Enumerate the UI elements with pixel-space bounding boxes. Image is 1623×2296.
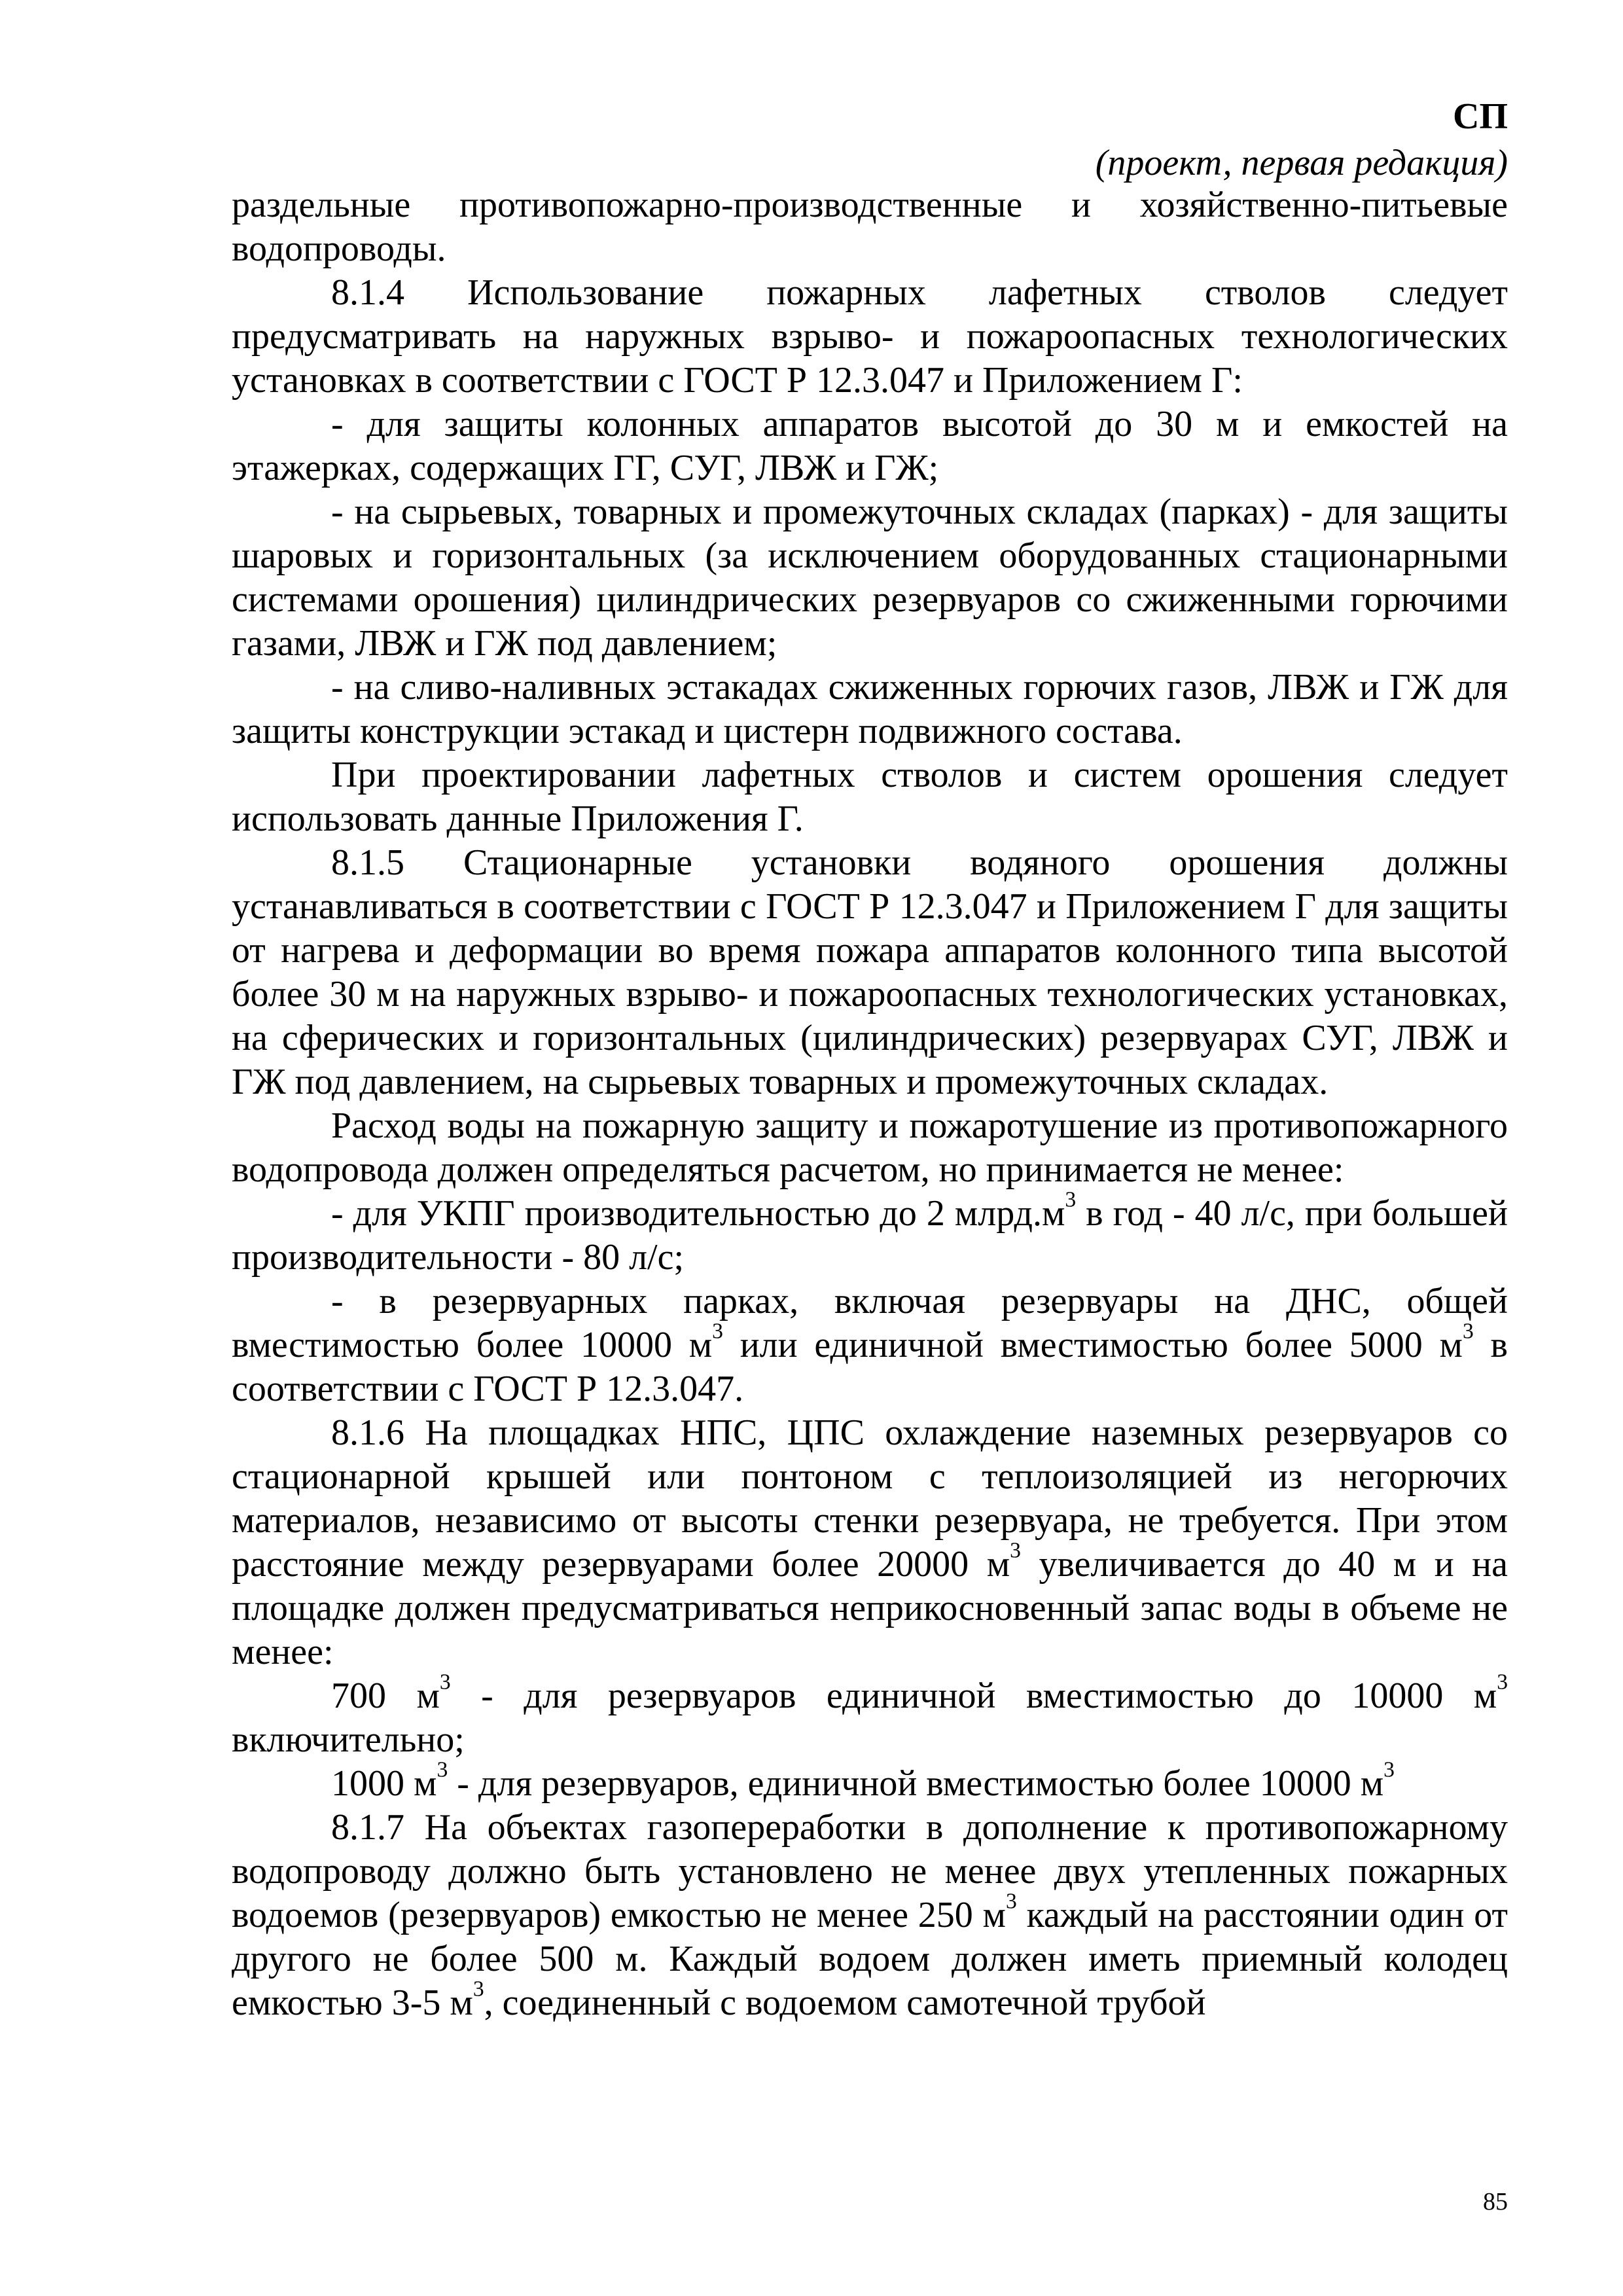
list-item bbox=[232, 1280, 1508, 1411]
text-segment: 8.1.7 На объектах газопереработки в дополнение к противопожарному водопроводу должно быть установлено не менее двух утепленных пожарных водоемов (резервуаров) емкостью не менее 250 м bbox=[232, 1807, 1508, 1935]
text-segment: или единичной вместимостью более 5000 м bbox=[722, 1325, 1463, 1365]
list-item: - на сырьевых, товарных и промежуточных складах (парках) - для защиты шаровых и горизонтальных (за исключением оборудованных стационарными системами орошения) цилиндрических резервуаров со сжиженными горючими газами, ЛВЖ и ГЖ под давлением; bbox=[232, 492, 1508, 664]
text-segment: каждый на расстоянии один от другого не более 500 м. Каждый водоем должен иметь приемный колодец емкостью 3-5 м bbox=[232, 1895, 1508, 2023]
superscript: 3 bbox=[1005, 1889, 1017, 1914]
text-segment: 700 м bbox=[331, 1676, 440, 1716]
superscript: 3 bbox=[473, 1977, 484, 2001]
superscript: 3 bbox=[439, 1670, 451, 1695]
superscript: 3 bbox=[712, 1319, 723, 1344]
page-header bbox=[1096, 92, 1508, 185]
superscript: 3 bbox=[1497, 1670, 1508, 1695]
list-item bbox=[232, 1670, 1508, 1762]
list-item bbox=[232, 1757, 1508, 1806]
paragraph: Расход воды на пожарную защиту и пожаротушение из противопожарного водопровода должен определяться расчетом, но принимается не менее: bbox=[232, 1105, 1508, 1190]
text-segment: в год - 40 л/с, при большей производительности - 80 л/с; bbox=[232, 1193, 1508, 1278]
text-segment: - для резервуаров, единичной вместимостью более 10000 м bbox=[448, 1763, 1384, 1804]
document-code: СП bbox=[1453, 96, 1508, 137]
text-segment: - в резервуарных парках, включая резервуары на ДНС, общей вместимостью более 10000 м bbox=[232, 1281, 1508, 1365]
page-number: 85 bbox=[1483, 2188, 1508, 2215]
document-body bbox=[232, 183, 1508, 2025]
text-segment: 8.1.6 На площадках НПС, ЦПС охлаждение наземных резервуаров со стационарной крышей или понтоном с теплоизоляцией из негорючих материалов, независимо от высоты стенки резервуара, не требуется. При этом расстояние между резервуарами более 20000 м bbox=[232, 1412, 1508, 1585]
text-segment: , соединенный с водоемом самотечной трубой bbox=[484, 1982, 1206, 2023]
text-segment: 1000 м bbox=[331, 1763, 437, 1804]
text-segment: в соответствии с ГОСТ Р 12.3.047. bbox=[232, 1325, 1508, 1409]
superscript: 3 bbox=[1010, 1538, 1021, 1563]
paragraph-8-1-5: 8.1.5 Стационарные установки водяного орошения должны устанавливаться в соответствии с ГОСТ Р 12.3.047 и Приложением Г для защиты от нагрева и деформации во время пожара аппаратов колонного типа высотой более 30 м на наружных взрыво- и пожароопасных технологических установках, на сферических и горизонтальных (цилиндрических) резервуарах СУГ, ЛВЖ и ГЖ под давлением, на сырьевых товарных и промежуточных складах. bbox=[232, 842, 1508, 1102]
text-segment: - для УКПГ производительностью до 2 млрд.м bbox=[331, 1193, 1065, 1234]
paragraph: При проектировании лафетных стволов и систем орошения следует использовать данные Приложения Г. bbox=[232, 755, 1508, 839]
text-segment: увеличивается до 40 м и на площадке должен предусматриваться неприкосновенный запас воды в объеме не менее: bbox=[232, 1544, 1508, 1672]
list-item: - для защиты колонных аппаратов высотой до 30 м и емкостей на этажерках, содержащих ГГ, СУГ, ЛВЖ и ГЖ; bbox=[232, 404, 1508, 488]
paragraph-8-1-7 bbox=[232, 1806, 1508, 2025]
superscript: 3 bbox=[1383, 1757, 1395, 1782]
paragraph: раздельные противопожарно-производственные и хозяйственно-питьевые водопроводы. bbox=[232, 185, 1508, 269]
paragraph-8-1-4: 8.1.4 Использование пожарных лафетных стволов следует предусматривать на наружных взрыво- и пожароопасных технологических установках в соответствии с ГОСТ Р 12.3.047 и Приложением Г: bbox=[232, 272, 1508, 401]
text-segment: включительно; bbox=[232, 1719, 465, 1760]
paragraph-8-1-6 bbox=[232, 1411, 1508, 1674]
superscript: 3 bbox=[437, 1757, 448, 1782]
document-status: (проект, первая редакция) bbox=[1095, 143, 1508, 183]
list-item bbox=[232, 1187, 1508, 1280]
text-segment: - для резервуаров единичной вместимостью до 10000 м bbox=[450, 1676, 1497, 1716]
superscript: 3 bbox=[1065, 1187, 1077, 1212]
superscript: 3 bbox=[1462, 1319, 1474, 1344]
list-item: - на сливо-наливных эстакадах сжиженных горючих газов, ЛВЖ и ГЖ для защиты конструкции эстакад и цистерн подвижного состава. bbox=[232, 667, 1508, 751]
